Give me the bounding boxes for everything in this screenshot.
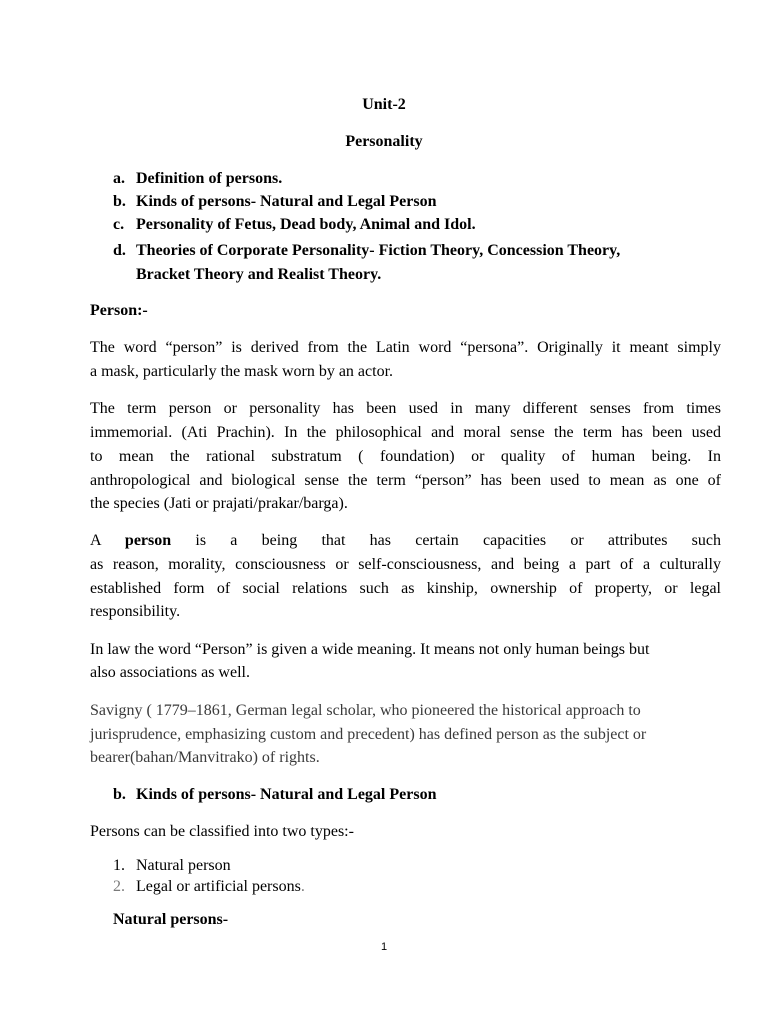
paragraph-line: immemorial. (Ati Prachin). In the philosophical and moral sense the term has been used [90, 424, 721, 441]
paragraph-line: anthropological and biological sense the term “person” has been used to mean as one of [90, 472, 721, 489]
paragraph-line: also associations as well. [90, 664, 250, 681]
outline-text: Definition of persons. [136, 170, 283, 187]
page-number: 1 [380, 941, 388, 953]
paragraph-line: The term person or personality has been used in many different senses from times [90, 400, 721, 417]
paragraph-line: In law the word “Person” is given a wide meaning. It means not only human beings but [90, 641, 650, 658]
outline-marker: a. [113, 170, 125, 187]
outline-marker: c. [113, 216, 125, 233]
list-text: Natural person [136, 857, 231, 874]
natural-persons-heading: Natural persons- [113, 911, 229, 928]
inline-text: is a being that has certain capacities or attributes such [171, 532, 722, 549]
paragraph-line: The word “person” is derived from the Latin word “persona”. Originally it meant simply [90, 339, 721, 356]
paragraph-line: a mask, particularly the mask worn by an actor. [90, 363, 394, 380]
list-text-wrap [136, 876, 305, 898]
outline-continuation: Bracket Theory and Realist Theory. [136, 266, 382, 283]
paragraph-line: to mean the rational substratum ( foundation) or quality of human being. In [90, 448, 721, 465]
paragraph-line: jurisprudence, emphasizing custom and precedent) has defined person as the subject or [90, 726, 647, 743]
bold-term-person: person [124, 532, 172, 549]
outline-marker: b. [113, 193, 126, 210]
section-heading-person: Person:- [90, 302, 148, 319]
paragraph-line: as reason, morality, consciousness or self-consciousness, and being a part of a culturally [90, 556, 721, 573]
paragraph-line [90, 530, 721, 552]
paragraph-line: established form of social relations such as kinship, ownership of property, or legal [90, 580, 721, 597]
list-text: Legal or artificial persons [136, 878, 301, 895]
list-marker: 2. [113, 878, 125, 895]
paragraph-line: bearer(bahan/Manvitrako) of rights. [90, 749, 320, 766]
classification-intro: Persons can be classified into two types:- [90, 823, 354, 840]
outline-text: Personality of Fetus, Dead body, Animal and Idol. [136, 216, 476, 233]
outline-text: Kinds of persons- Natural and Legal Person [136, 193, 437, 210]
paragraph-line: the species (Jati or prajati/prakar/barga). [90, 495, 348, 512]
outline-marker: d. [113, 242, 126, 259]
outline-text: Theories of Corporate Personality- Fiction Theory, Concession Theory, [136, 242, 621, 259]
list-suffix: . [300, 878, 305, 895]
section-text: Kinds of persons- Natural and Legal Person [136, 786, 437, 803]
inline-text: A [90, 532, 125, 549]
paragraph-line: responsibility. [90, 603, 181, 620]
topic-title: Personality [345, 133, 423, 150]
paragraph-line: Savigny ( 1779–1861, German legal scholar, who pioneered the historical approach to [90, 702, 641, 719]
unit-title: Unit-2 [362, 96, 406, 113]
list-marker: 1. [113, 857, 125, 874]
section-marker: b. [113, 786, 126, 803]
